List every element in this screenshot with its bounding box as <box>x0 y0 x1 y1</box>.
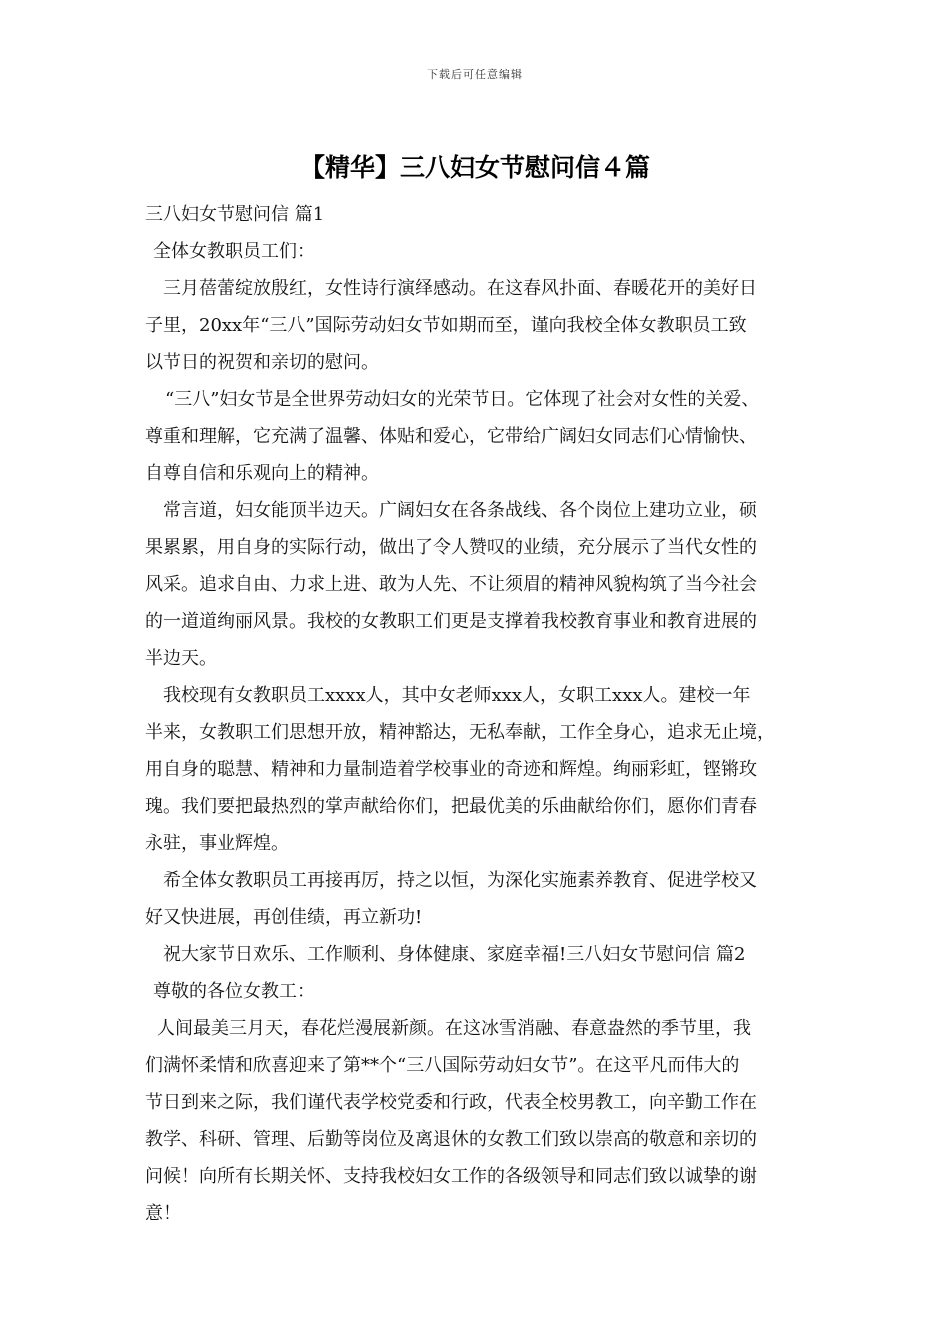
body-line: 半边天。 <box>145 648 217 669</box>
document-title: 【精华】三八妇女节慰问信４篇 <box>299 153 650 182</box>
body-line: 祝大家节日欢乐、工作顺利、身体健康、家庭幸福!三八妇女节慰问信 篇2 <box>163 944 746 965</box>
section-heading-1: 三八妇女节慰问信 篇1 <box>145 204 325 225</box>
salutation-2: 尊敬的各位女教工： <box>153 981 315 1002</box>
body-line: 们满怀柔情和欣喜迎来了第**个“三八国际劳动妇女节”。在这平凡而伟大的 <box>145 1055 740 1076</box>
document-body <box>145 196 825 1232</box>
body-line: 的一道道绚丽风景。我校的女教职工们更是支撑着我校教育事业和教育进展的 <box>145 611 757 632</box>
body-line: 常言道，妇女能顶半边天。广阔妇女在各条战线、各个岗位上建功立业，硕 <box>163 500 757 521</box>
body-line: 我校现有女教职员工xxxx人，其中女老师xxx人，女职工xxx人。建校一年 <box>163 685 751 706</box>
body-line: 永驻，事业辉煌。 <box>145 833 289 854</box>
body-line: 人间最美三月天，春花烂漫展新颜。在这冰雪消融、春意盎然的季节里，我 <box>157 1018 751 1039</box>
body-line: 意！ <box>145 1203 181 1224</box>
body-line: 果累累，用自身的实际行动，做出了令人赞叹的业绩，充分展示了当代女性的 <box>145 537 757 558</box>
body-line: 半来，女教职工们思想开放，精神豁达，无私奉献，工作全身心，追求无止境， <box>145 722 775 743</box>
body-line: 教学、科研、管理、后勤等岗位及离退休的女教工们致以崇高的敬意和亲切的 <box>145 1129 757 1150</box>
body-line: 自尊自信和乐观向上的精神。 <box>145 463 379 484</box>
body-line: 瑰。我们要把最热烈的掌声献给你们，把最优美的乐曲献给你们，愿你们青春 <box>145 796 757 817</box>
salutation-1: 全体女教职员工们： <box>153 241 315 262</box>
body-line: 以节日的祝贺和亲切的慰问。 <box>145 352 379 373</box>
body-line: 好又快进展，再创佳绩，再立新功! <box>145 907 423 928</box>
header-note: 下载后可任意编辑 <box>427 68 523 81</box>
body-line: 风采。追求自由、力求上进、敢为人先、不让须眉的精神风貌构筑了当今社会 <box>145 574 757 595</box>
body-line: 三月蓓蕾绽放殷红，女性诗行演绎感动。在这春风扑面、春暖花开的美好日 <box>163 278 757 299</box>
body-line: 节日到来之际，我们谨代表学校党委和行政，代表全校男教工，向辛勤工作在 <box>145 1092 757 1113</box>
body-line: 用自身的聪慧、精神和力量制造着学校事业的奇迹和辉煌。绚丽彩虹，铿锵玫 <box>145 759 757 780</box>
body-line: 子里，20xx年“三八”国际劳动妇女节如期而至，谨向我校全体女教职员工致 <box>145 315 747 336</box>
body-line: 尊重和理解，它充满了温馨、体贴和爱心，它带给广阔妇女同志们心情愉快、 <box>145 426 757 447</box>
body-line: “三八”妇女节是全世界劳动妇女的光荣节日。它体现了社会对女性的关爱、 <box>165 389 760 410</box>
body-line: 问候！向所有长期关怀、支持我校妇女工作的各级领导和同志们致以诚挚的谢 <box>145 1166 757 1187</box>
body-line: 希全体女教职员工再接再厉，持之以恒，为深化实施素养教育、促进学校又 <box>163 870 757 891</box>
